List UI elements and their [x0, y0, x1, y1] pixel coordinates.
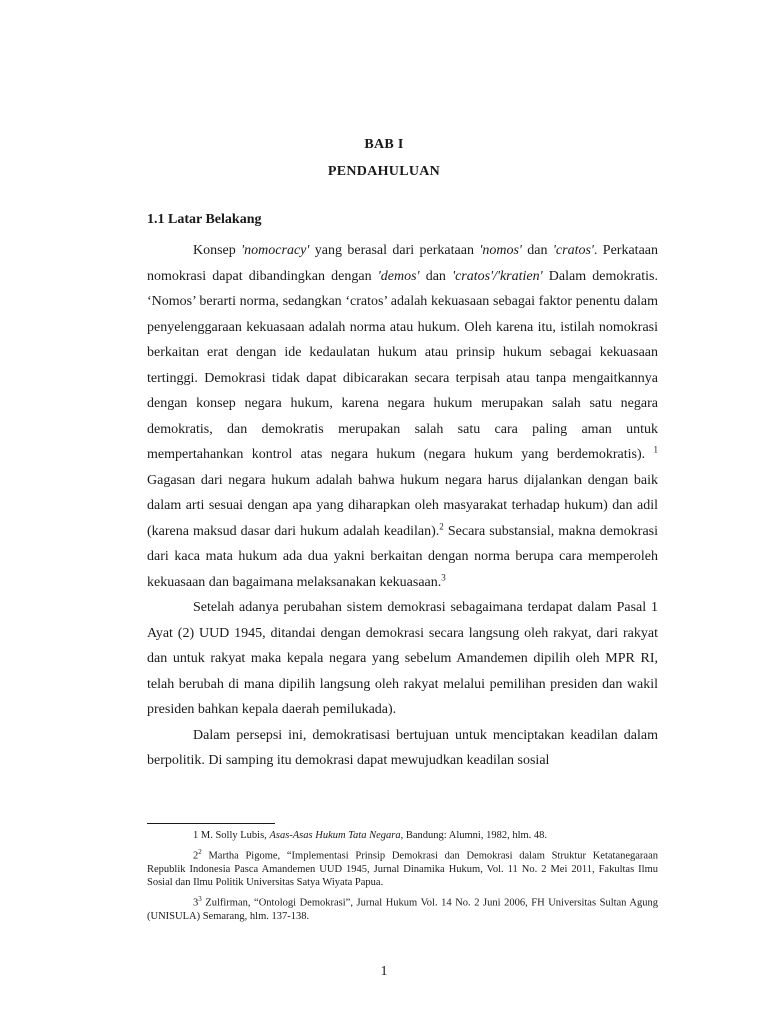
term-demos: 'demos': [377, 268, 420, 284]
paragraph-1: [147, 238, 658, 595]
p1-text-8: Secara substansial, makna demokrasi dari kaca mata hukum ada dua yakni berkaitan dengan norma berupa cara memperoleh kekuasaan dan bagaimana melaksanakan kekuasaan.: [147, 523, 658, 590]
term-cratos-kratien: 'cratos'/'kratien': [452, 268, 543, 284]
footnote-text: M. Solly Lubis,: [198, 830, 270, 841]
footnote-1: [147, 829, 658, 843]
footnote-text: Martha Pigome, “Implementasi Prinsip Demokrasi dan Demokrasi dalam Struktur Ketatanegaraan Republik Indonesia Pasca Amandemen UUD 1945, Jurnal Dinamika Hukum, Vol. 11 No. 2 Mei 2011, Fakultas Ilmu Sosial dan Ilmu Politik Universitas Satya Wiyata Papua.: [147, 850, 658, 888]
paragraph-2: Setelah adanya perubahan sistem demokrasi sebagaimana terdapat dalam Pasal 1 Ayat (2) UUD 1945, ditandai dengan demokrasi secara langsung oleh rakyat, dari rakyat dan untuk rakyat maka kepala negara yang sebelum Amandemen dipilih oleh MPR RI, telah berubah di mana dipilih langsung oleh rakyat melalui pemilihan presiden dan wakil presiden bahkan kepala daerah pemilukada).: [147, 600, 658, 717]
footnote-text: , Bandung: Alumni, 1982, hlm. 48.: [400, 830, 548, 841]
term-nomocracy: 'nomocracy': [241, 243, 310, 258]
page-number: 1: [380, 964, 388, 979]
chapter-title: PENDAHULUAN: [327, 164, 441, 179]
footnote-marker: 1: [193, 830, 199, 841]
footnote-ref-1[interactable]: 1: [653, 444, 658, 455]
p1-text-2: yang berasal dari perkataan: [309, 243, 480, 258]
p1-text-5: dan: [419, 268, 453, 284]
section-title: 1.1 Latar Belakang: [147, 212, 262, 227]
footnote-marker: 3: [193, 897, 199, 908]
footnote-text: Zulfirman, “Ontologi Demokrasi”, Jurnal Hukum Vol. 14 No. 2 Juni 2006, FH Universitas Sultan Agung (UNISULA) Semarang, hlm. 137-138.: [147, 897, 658, 922]
footnote-sup-marker: 2: [198, 847, 202, 856]
p1-text-3: dan: [521, 243, 553, 258]
footnote-ref-2[interactable]: 2: [439, 520, 444, 531]
footnote-separator: [147, 823, 275, 824]
paragraph-3: Dalam persepsi ini, demokratisasi bertujuan untuk menciptakan keadilan dalam berpolitik. Di samping itu demokrasi dapat mewujudkan keadilan sosial: [147, 727, 658, 768]
footnote-3: [147, 893, 658, 924]
chapter-label: BAB I: [364, 137, 404, 152]
footnote-book-title: Asas-Asas Hukum Tata Negara: [269, 830, 401, 841]
footnote-sup-marker: 3: [198, 894, 202, 903]
footnote-ref-3[interactable]: 3: [441, 571, 446, 582]
term-cratos: 'cratos': [552, 243, 594, 258]
body-text: [147, 238, 658, 774]
term-nomos: 'nomos': [479, 243, 522, 258]
p1-text-4: . Perkataan nomokrasi dapat dibandingkan dengan: [147, 243, 658, 284]
footnotes: [147, 829, 658, 926]
p1-text-7: Gagasan dari negara hukum adalah bahwa hukum negara harus dijalankan dengan baik dalam arti sesuai dengan apa yang diharapkan oleh masyarakat terhadap hukum) dan adil (karena maksud dasar dari hukum adalah keadilan).: [147, 472, 658, 539]
footnote-marker: 2: [193, 850, 199, 861]
p1-text-6: Dalam demokratis. ‘Nomos’ berarti norma, sedangkan ‘cratos’ adalah kekuasaan sebagai faktor penentu dalam penyelenggaraan kekuasaan adalah norma atau hukum. Oleh karena itu, istilah nomokrasi berkaitan erat dengan ide kedaulatan hukum atau prinsip hukum sebagai kekuasaan tertinggi. Demokrasi tidak dapat dibicarakan secara terpisah atau tanpa mengaitkannya dengan konsep negara hukum, karena negara hukum merupakan salah satu negara demokratis, dan demokratis merupakan salah satu cara paling aman untuk mempertahankan kontrol atas negara hukum (negara hukum yang berdemokratis).: [147, 268, 658, 462]
footnote-2: [147, 846, 658, 890]
p1-text-1: Konsep: [193, 243, 242, 258]
